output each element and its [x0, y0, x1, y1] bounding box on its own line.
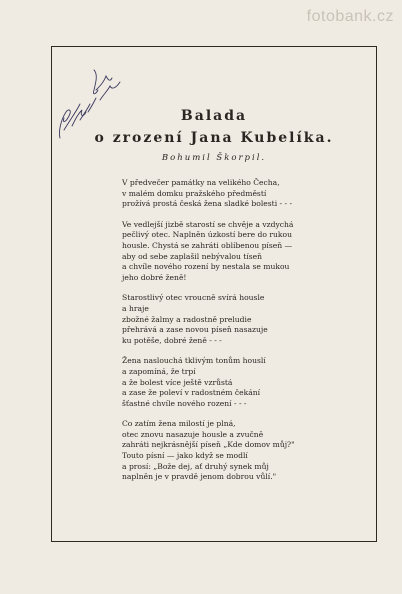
poem-line: aby od sebe zaplašil nebývalou tíseň: [122, 251, 263, 261]
poem-title-line-2: o zrození Jana Kubelíka.: [94, 130, 334, 146]
stanza-2: [122, 220, 372, 284]
poem-line: prožívá prostá česká žena sladké bolesti - - -: [122, 199, 293, 209]
poem-line: ku potěše, dobré ženě - - -: [122, 335, 222, 345]
poem-line: přehrává a zase novou píseň nasazuje: [122, 325, 268, 335]
poem-line: Co zatím žena milostí je plná,: [122, 419, 236, 429]
poem-line: a zapomíná, že trpí: [122, 366, 196, 376]
poem-line: zahráti nejkrásnější píseň „Kde domov můj?": [122, 440, 295, 450]
watermark-text: fotobank.cz: [306, 8, 394, 25]
poem-line: V předvečer památky na velikého Čecha,: [122, 178, 280, 187]
poem-line: a chvíle nového rození by nestala se mukou: [122, 262, 290, 272]
stanza-1: [122, 178, 372, 210]
poem-line: Žena naslouchá tklivým tonům houslí: [122, 356, 266, 366]
poem-line: a hraje: [122, 303, 149, 313]
poem-line: pečlivý otec. Naplněn úzkostí bere do rukou: [122, 230, 292, 240]
poem-line: a prosí: „Bože dej, ať druhý synek můj: [122, 461, 269, 471]
poem-line: v malém domku pražského předměstí: [122, 188, 267, 198]
poem-line: naplněn je v pravdě jenom dobrou vůlí.": [122, 472, 277, 482]
poem-body: [122, 178, 372, 493]
stanza-4: [122, 356, 372, 409]
poem-line: Starostlivý otec vroucně svírá housle: [122, 293, 265, 303]
stanza-5: [122, 419, 372, 483]
poem-line: a že bolest více ještě vzrůstá: [122, 377, 233, 387]
poem-title-line-1: Balada: [180, 108, 248, 124]
stanza-3: [122, 293, 372, 346]
poem-line: zbožné žalmy a radostně preludie: [122, 314, 252, 324]
poem-line: Touto písní — jako když se modlí: [122, 451, 248, 461]
poem-line: jeho dobré ženě!: [122, 272, 187, 282]
poem-line: šťastné chvíle nového rození - - -: [122, 398, 247, 408]
poem-line: Ve vedlejší jizbě starostí se chvěje a vzdychá: [122, 219, 294, 229]
poem-author: Bohumil Škorpil.: [161, 153, 267, 163]
poem-line: a zase že poleví v radostném čekání: [122, 388, 261, 398]
poem-line: otec znovu nasazuje housle a zvučně: [122, 429, 264, 439]
poem-line: housle. Chystá se zahráti oblíbenou píseň —: [122, 240, 293, 250]
